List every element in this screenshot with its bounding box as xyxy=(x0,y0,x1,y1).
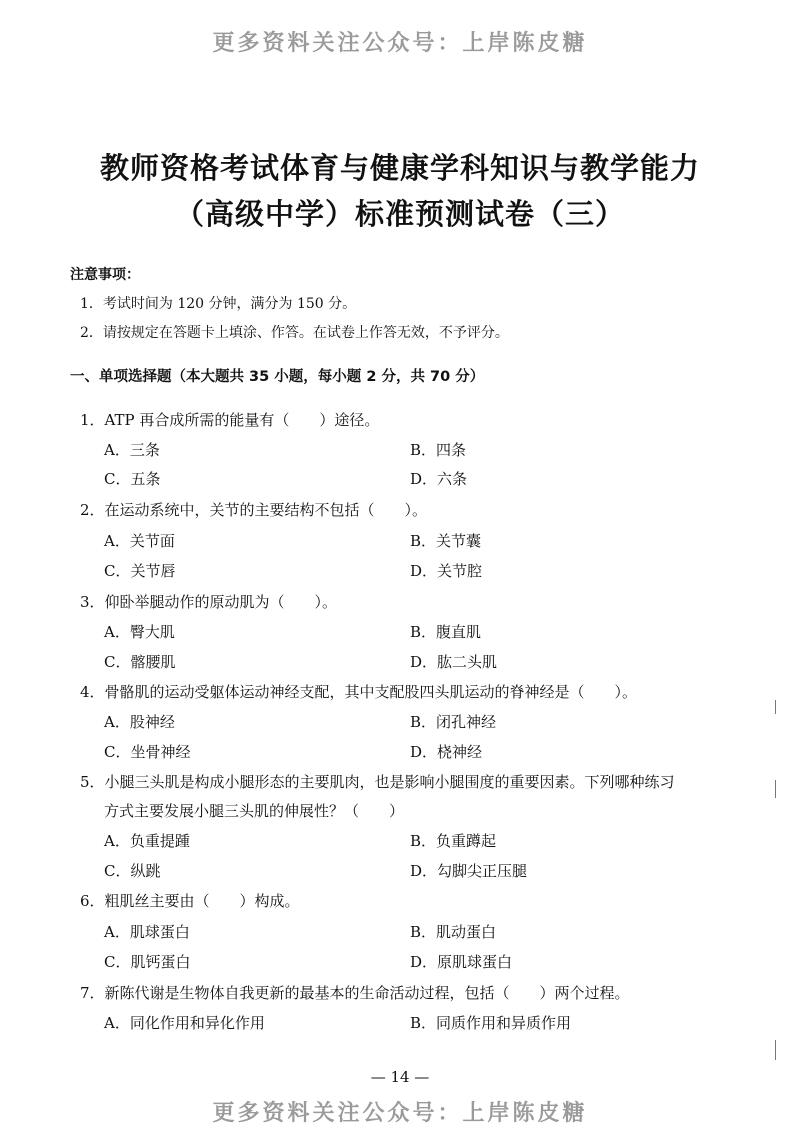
watermark-bottom: 更多资料关注公众号：上岸陈皮糖 xyxy=(212,1101,588,1126)
question-stem: 4．骨骼肌的运动受躯体运动神经支配，其中支配股四头肌运动的脊神经是（ ）。 xyxy=(80,683,638,701)
scan-edge-mark xyxy=(775,700,776,714)
option: A．臀大肌 xyxy=(104,623,175,641)
option: B．肌动蛋白 xyxy=(410,923,497,941)
option: A．股神经 xyxy=(104,713,175,731)
option: A．肌球蛋白 xyxy=(104,923,190,941)
notice-heading: 注意事项： xyxy=(70,267,140,283)
option: D．勾脚尖正压腿 xyxy=(410,862,528,880)
option: B．腹直肌 xyxy=(410,623,482,641)
option: D．原肌球蛋白 xyxy=(410,953,513,971)
watermark-top: 更多资料关注公众号：上岸陈皮糖 xyxy=(212,31,588,56)
page-number: — 14 — xyxy=(370,1068,430,1086)
option: B．四条 xyxy=(410,441,467,459)
option: B．同质作用和异质作用 xyxy=(410,1014,572,1032)
option: D．关节腔 xyxy=(410,562,483,580)
option: D．六条 xyxy=(410,470,468,488)
notice-item: 2．请按规定在答题卡上填涂、作答。在试卷上作答无效，不予评分。 xyxy=(80,325,509,341)
option: A．负重提踵 xyxy=(104,832,190,850)
option: B．闭孔神经 xyxy=(410,713,497,731)
option: C．髂腰肌 xyxy=(104,653,176,671)
section-title: 一、单项选择题（本大题共 35 小题，每小题 2 分，共 70 分） xyxy=(70,369,485,385)
exam-title-line2: （高级中学）标准预测试卷（三） xyxy=(174,197,625,231)
option: D．桡神经 xyxy=(410,743,483,761)
option: D．肱二头肌 xyxy=(410,653,498,671)
question-stem: 3．仰卧举腿动作的原动肌为（ ）。 xyxy=(80,593,338,611)
option: C．关节唇 xyxy=(104,562,176,580)
scan-edge-mark xyxy=(775,1040,776,1060)
option: C．五条 xyxy=(104,470,161,488)
scan-edge-mark xyxy=(775,780,776,798)
question-stem: 1．ATP 再合成所需的能量有（ ）途径。 xyxy=(80,411,380,429)
option: A．关节面 xyxy=(104,532,175,550)
question-stem: 5．小腿三头肌是构成小腿形态的主要肌肉，也是影响小腿围度的重要因素。下列哪种练习 xyxy=(80,773,675,791)
question-stem: 7．新陈代谢是生物体自我更新的最基本的生命活动过程，包括（ ）两个过程。 xyxy=(80,984,630,1002)
option: C．肌钙蛋白 xyxy=(104,953,191,971)
option: B．关节囊 xyxy=(410,532,482,550)
question-stem: 6．粗肌丝主要由（ ）构成。 xyxy=(80,892,300,910)
question-stem: 2．在运动系统中，关节的主要结构不包括（ ）。 xyxy=(80,501,428,519)
exam-title-line1: 教师资格考试体育与健康学科知识与教学能力 xyxy=(99,151,700,185)
option: A．同化作用和异化作用 xyxy=(104,1014,265,1032)
notice-item: 1．考试时间为 120 分钟，满分为 150 分。 xyxy=(80,296,357,312)
question-stem-continued: 方式主要发展小腿三头肌的伸展性？（ ） xyxy=(104,802,405,820)
option: C．纵跳 xyxy=(104,862,161,880)
option: B．负重蹲起 xyxy=(410,832,497,850)
option: A．三条 xyxy=(104,441,160,459)
option: C．坐骨神经 xyxy=(104,743,191,761)
